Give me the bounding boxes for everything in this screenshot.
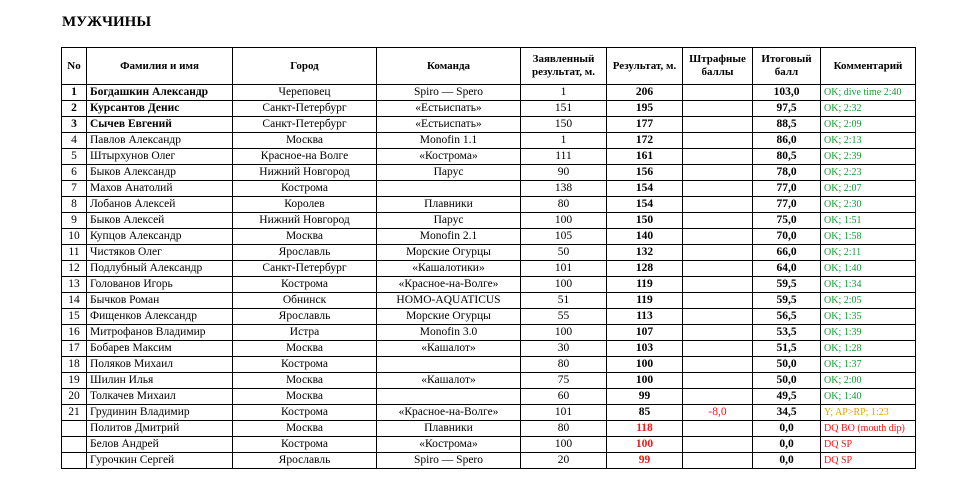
penalty-cell [683,453,753,469]
row-number: 19 [62,373,87,389]
row-number: 20 [62,389,87,405]
athlete-name: Фищенков Александр [87,309,233,325]
athlete-name: Купцов Александр [87,229,233,245]
row-number: 14 [62,293,87,309]
penalty-cell [683,245,753,261]
city-cell: Москва [233,133,377,149]
penalty-cell [683,421,753,437]
table-row [62,293,916,309]
table-row [62,453,916,469]
row-number: 18 [62,357,87,373]
city-cell: Кострома [233,181,377,197]
comment-cell: OK; 1:39 [821,325,916,341]
row-number: 12 [62,261,87,277]
header-declared: Заявленный результат, м. [521,48,607,85]
header-total: Итоговый балл [753,48,821,85]
comment-cell: OK; 2:00 [821,373,916,389]
result-cell: 177 [607,117,683,133]
comment-cell: DQ SP [821,453,916,469]
penalty-cell [683,261,753,277]
comment-cell: OK; 2:05 [821,293,916,309]
team-cell: «Кашалотики» [377,261,521,277]
table-row [62,261,916,277]
city-cell: Ярославль [233,453,377,469]
team-cell: Monofin 3.0 [377,325,521,341]
total-score: 56,5 [753,309,821,325]
declared-result: 80 [521,357,607,373]
result-cell: 156 [607,165,683,181]
total-score: 0,0 [753,453,821,469]
declared-result: 30 [521,341,607,357]
result-cell: 107 [607,325,683,341]
table-row [62,117,916,133]
penalty-cell [683,341,753,357]
penalty-cell [683,277,753,293]
declared-result: 100 [521,325,607,341]
table-row [62,133,916,149]
result-cell: 128 [607,261,683,277]
city-cell: Москва [233,373,377,389]
team-cell: «Кашалот» [377,341,521,357]
total-score: 64,0 [753,261,821,277]
total-score: 66,0 [753,245,821,261]
result-cell: 150 [607,213,683,229]
comment-cell: OK; 2:23 [821,165,916,181]
penalty-cell [683,357,753,373]
header-no: No [62,48,87,85]
result-cell: 85 [607,405,683,421]
athlete-name: Быков Александр [87,165,233,181]
city-cell: Кострома [233,437,377,453]
result-cell: 100 [607,357,683,373]
header-name: Фамилия и имя [87,48,233,85]
row-number: 17 [62,341,87,357]
header-team: Команда [377,48,521,85]
total-score: 75,0 [753,213,821,229]
table-row [62,165,916,181]
city-cell: Ярославль [233,309,377,325]
declared-result: 80 [521,197,607,213]
table-row [62,85,916,101]
comment-cell: OK; 2:07 [821,181,916,197]
result-cell: 172 [607,133,683,149]
row-number: 11 [62,245,87,261]
row-number: 10 [62,229,87,245]
comment-cell: OK; 1:40 [821,389,916,405]
comment-cell: OK; 1:34 [821,277,916,293]
penalty-cell [683,293,753,309]
result-cell: 99 [607,453,683,469]
team-cell: Spiro — Spero [377,85,521,101]
athlete-name: Шилин Илья [87,373,233,389]
total-score: 59,5 [753,277,821,293]
declared-result: 111 [521,149,607,165]
row-number: 6 [62,165,87,181]
header-result: Результат, м. [607,48,683,85]
table-row [62,229,916,245]
result-cell: 103 [607,341,683,357]
athlete-name: Политов Дмитрий [87,421,233,437]
team-cell: «Красное-на-Волге» [377,277,521,293]
athlete-name: Лобанов Алексей [87,197,233,213]
header-penalty: Штрафные баллы [683,48,753,85]
header-comment: Комментарий [821,48,916,85]
penalty-cell [683,117,753,133]
page-title: МУЖЧИНЫ [62,14,152,30]
comment-cell: OK; 1:35 [821,309,916,325]
row-number: 1 [62,85,87,101]
city-cell: Москва [233,421,377,437]
team-cell: «Кострома» [377,437,521,453]
table-row [62,197,916,213]
comment-cell: DQ BO (mouth dip) [821,421,916,437]
comment-cell: Y; AP>RP; 1:23 [821,405,916,421]
athlete-name: Поляков Михаил [87,357,233,373]
athlete-name: Богдашкин Александр [87,85,233,101]
total-score: 51,5 [753,341,821,357]
table-row [62,149,916,165]
row-number: 2 [62,101,87,117]
declared-result: 1 [521,85,607,101]
declared-result: 105 [521,229,607,245]
table-row [62,101,916,117]
penalty-cell [683,85,753,101]
athlete-name: Сычев Евгений [87,117,233,133]
team-cell: Monofin 2.1 [377,229,521,245]
athlete-name: Махов Анатолий [87,181,233,197]
team-cell [377,389,521,405]
row-number [62,437,87,453]
declared-result: 100 [521,213,607,229]
city-cell: Кострома [233,405,377,421]
athlete-name: Курсантов Денис [87,101,233,117]
table-row [62,405,916,421]
city-cell: Кострома [233,277,377,293]
row-number: 21 [62,405,87,421]
result-cell: 132 [607,245,683,261]
total-score: 78,0 [753,165,821,181]
city-cell: Москва [233,229,377,245]
comment-cell: OK; 1:28 [821,341,916,357]
table-row [62,213,916,229]
result-cell: 119 [607,293,683,309]
total-score: 77,0 [753,181,821,197]
row-number: 4 [62,133,87,149]
penalty-cell [683,101,753,117]
row-number [62,453,87,469]
row-number: 7 [62,181,87,197]
comment-cell: OK; 1:58 [821,229,916,245]
total-score: 80,5 [753,149,821,165]
total-score: 0,0 [753,421,821,437]
result-cell: 154 [607,197,683,213]
penalty-cell [683,373,753,389]
athlete-name: Голованов Игорь [87,277,233,293]
team-cell: Плавники [377,197,521,213]
total-score: 70,0 [753,229,821,245]
table-row [62,421,916,437]
table-row [62,373,916,389]
declared-result: 138 [521,181,607,197]
athlete-name: Толкачев Михаил [87,389,233,405]
table-row [62,389,916,405]
result-cell: 100 [607,437,683,453]
declared-result: 100 [521,437,607,453]
team-cell: Плавники [377,421,521,437]
team-cell: «Кострома» [377,149,521,165]
penalty-cell [683,389,753,405]
total-score: 53,5 [753,325,821,341]
team-cell: HOMO-AQUATICUS [377,293,521,309]
team-cell: Spiro — Spero [377,453,521,469]
city-cell: Ярославль [233,245,377,261]
comment-cell: OK; 1:40 [821,261,916,277]
comment-cell: OK; 2:11 [821,245,916,261]
comment-cell: OK; dive time 2:40 [821,85,916,101]
row-number: 16 [62,325,87,341]
penalty-cell [683,133,753,149]
city-cell: Москва [233,389,377,405]
athlete-name: Митрофанов Владимир [87,325,233,341]
athlete-name: Павлов Александр [87,133,233,149]
penalty-cell [683,165,753,181]
header-city: Город [233,48,377,85]
table-header-row [62,48,916,85]
athlete-name: Грудинин Владимир [87,405,233,421]
declared-result: 90 [521,165,607,181]
team-cell: «Красное-на-Волге» [377,405,521,421]
penalty-cell [683,437,753,453]
total-score: 0,0 [753,437,821,453]
result-cell: 195 [607,101,683,117]
athlete-name: Бычков Роман [87,293,233,309]
total-score: 59,5 [753,293,821,309]
team-cell: «Естьиспать» [377,117,521,133]
total-score: 50,0 [753,357,821,373]
total-score: 49,5 [753,389,821,405]
comment-cell: OK; 2:13 [821,133,916,149]
athlete-name: Штырхунов Олег [87,149,233,165]
city-cell: Королев [233,197,377,213]
city-cell: Москва [233,341,377,357]
table-body [62,85,916,469]
comment-cell: OK; 2:32 [821,101,916,117]
city-cell: Нижний Новгород [233,213,377,229]
penalty-cell: -8,0 [683,405,753,421]
city-cell: Санкт-Петербург [233,117,377,133]
declared-result: 1 [521,133,607,149]
penalty-cell [683,325,753,341]
athlete-name: Быков Алексей [87,213,233,229]
row-number [62,421,87,437]
table-row [62,181,916,197]
penalty-cell [683,149,753,165]
penalty-cell [683,181,753,197]
city-cell: Нижний Новгород [233,165,377,181]
table-row [62,341,916,357]
comment-cell: OK; 1:51 [821,213,916,229]
result-cell: 161 [607,149,683,165]
table-row [62,245,916,261]
penalty-cell [683,213,753,229]
city-cell: Красное-на Волге [233,149,377,165]
penalty-cell [683,229,753,245]
comment-cell: OK; 2:09 [821,117,916,133]
athlete-name: Белов Андрей [87,437,233,453]
declared-result: 150 [521,117,607,133]
results-table [61,47,916,469]
comment-cell: OK; 2:39 [821,149,916,165]
result-cell: 154 [607,181,683,197]
city-cell: Санкт-Петербург [233,101,377,117]
team-cell: «Естьиспать» [377,101,521,117]
declared-result: 80 [521,421,607,437]
table-row [62,309,916,325]
declared-result: 100 [521,277,607,293]
declared-result: 75 [521,373,607,389]
total-score: 88,5 [753,117,821,133]
city-cell: Санкт-Петербург [233,261,377,277]
penalty-cell [683,197,753,213]
result-cell: 206 [607,85,683,101]
team-cell [377,357,521,373]
team-cell: Парус [377,165,521,181]
athlete-name: Гурочкин Сергей [87,453,233,469]
total-score: 77,0 [753,197,821,213]
team-cell: Monofin 1.1 [377,133,521,149]
declared-result: 60 [521,389,607,405]
comment-cell: OK; 1:37 [821,357,916,373]
result-cell: 100 [607,373,683,389]
team-cell: Морские Огурцы [377,245,521,261]
city-cell: Кострома [233,357,377,373]
result-cell: 118 [607,421,683,437]
table-row [62,437,916,453]
comment-cell: DQ SP [821,437,916,453]
penalty-cell [683,309,753,325]
result-cell: 113 [607,309,683,325]
declared-result: 101 [521,261,607,277]
row-number: 9 [62,213,87,229]
table-row [62,357,916,373]
declared-result: 55 [521,309,607,325]
total-score: 86,0 [753,133,821,149]
total-score: 103,0 [753,85,821,101]
row-number: 3 [62,117,87,133]
team-cell [377,181,521,197]
team-cell: Парус [377,213,521,229]
declared-result: 151 [521,101,607,117]
total-score: 50,0 [753,373,821,389]
row-number: 13 [62,277,87,293]
result-cell: 140 [607,229,683,245]
athlete-name: Бобарев Максим [87,341,233,357]
team-cell: Морские Огурцы [377,309,521,325]
city-cell: Череповец [233,85,377,101]
total-score: 34,5 [753,405,821,421]
declared-result: 20 [521,453,607,469]
comment-cell: OK; 2:30 [821,197,916,213]
table-row [62,277,916,293]
row-number: 5 [62,149,87,165]
city-cell: Обнинск [233,293,377,309]
row-number: 8 [62,197,87,213]
row-number: 15 [62,309,87,325]
result-cell: 99 [607,389,683,405]
result-cell: 119 [607,277,683,293]
declared-result: 50 [521,245,607,261]
declared-result: 51 [521,293,607,309]
table-row [62,325,916,341]
city-cell: Истра [233,325,377,341]
athlete-name: Чистяков Олег [87,245,233,261]
team-cell: «Кашалот» [377,373,521,389]
declared-result: 101 [521,405,607,421]
athlete-name: Подлубный Александр [87,261,233,277]
total-score: 97,5 [753,101,821,117]
